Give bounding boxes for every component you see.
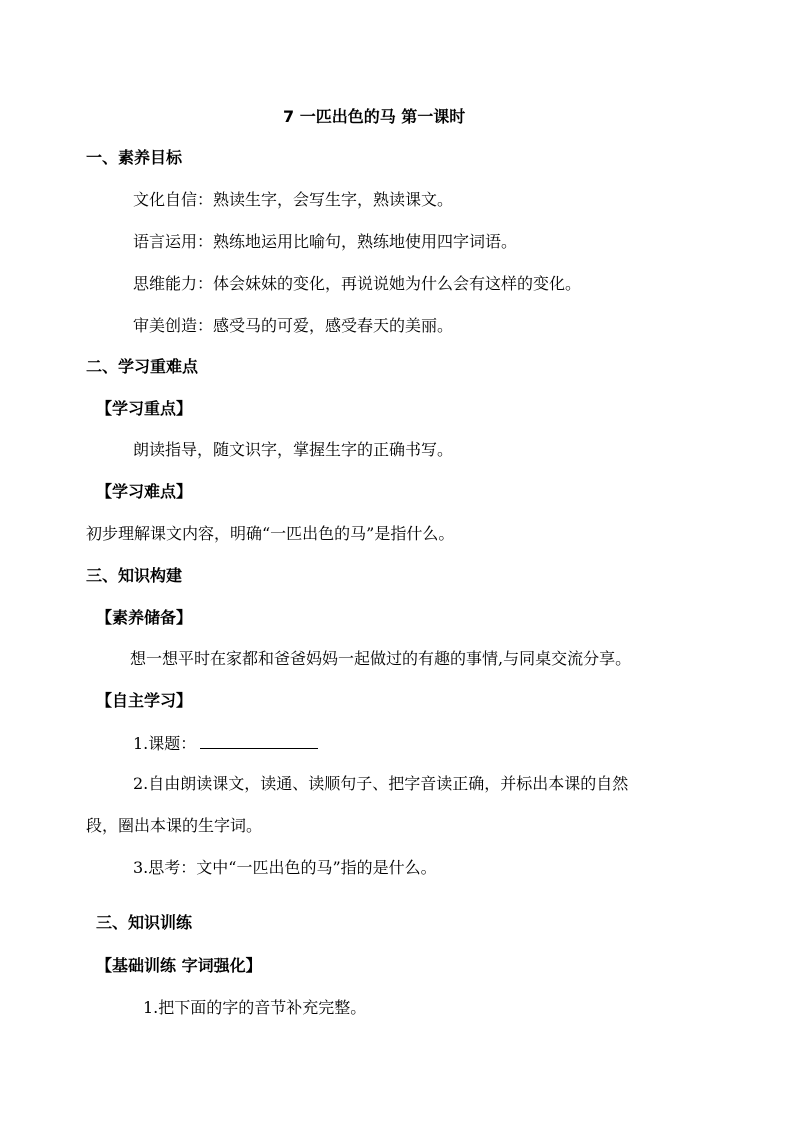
- goal-item-culture: 文化自信：熟读生字，会写生字，熟读课文。: [133, 190, 454, 209]
- self-study-question-3: 3.思考：文中“一匹出色的马”指的是什么。: [133, 858, 437, 877]
- section-heading-goals: 一、素养目标: [86, 148, 183, 167]
- label-focus: 【学习重点】: [96, 399, 193, 418]
- page-title: 7 一匹出色的马 第一课时: [283, 107, 466, 126]
- self-study-question-2-line-2: 段，圈出本课的生字词。: [86, 816, 263, 835]
- self-study-question-2-line-1: 2.自由朗读课文，读通、读顺句子、把字音读正确，并标出本课的自然: [133, 774, 629, 793]
- label-preparation: 【素养储备】: [96, 608, 193, 627]
- section-heading-knowledge-building: 三、知识构建: [86, 566, 183, 585]
- goal-item-thinking: 思维能力：体会妹妹的变化，再说说她为什么会有这样的变化。: [133, 274, 582, 293]
- question-1-text: 1.课题：: [133, 734, 197, 753]
- goal-item-language: 语言运用：熟练地运用比喻句，熟练地使用四字词语。: [133, 232, 518, 251]
- training-question-1: 1.把下面的字的音节补充完整。: [143, 998, 367, 1017]
- label-difficulty: 【学习难点】: [96, 482, 193, 501]
- goal-item-aesthetic: 审美创造：感受马的可爱，感受春天的美丽。: [133, 316, 454, 335]
- preparation-text: 想一想平时在家都和爸爸妈妈一起做过的有趣的事情,与同桌交流分享。: [130, 649, 632, 668]
- lesson-title-blank[interactable]: [200, 732, 318, 749]
- section-heading-key-points: 二、学习重难点: [86, 357, 199, 376]
- focus-text: 朗读指导，随文识字，掌握生字的正确书写。: [133, 440, 454, 459]
- self-study-question-1: [133, 732, 318, 755]
- label-basic-training: 【基础训练 字词强化】: [96, 956, 262, 975]
- section-heading-training: 三、知识训练: [96, 913, 193, 932]
- label-self-study: 【自主学习】: [96, 691, 193, 710]
- difficulty-text: 初步理解课文内容，明确“一匹出色的马”是指什么。: [86, 524, 455, 543]
